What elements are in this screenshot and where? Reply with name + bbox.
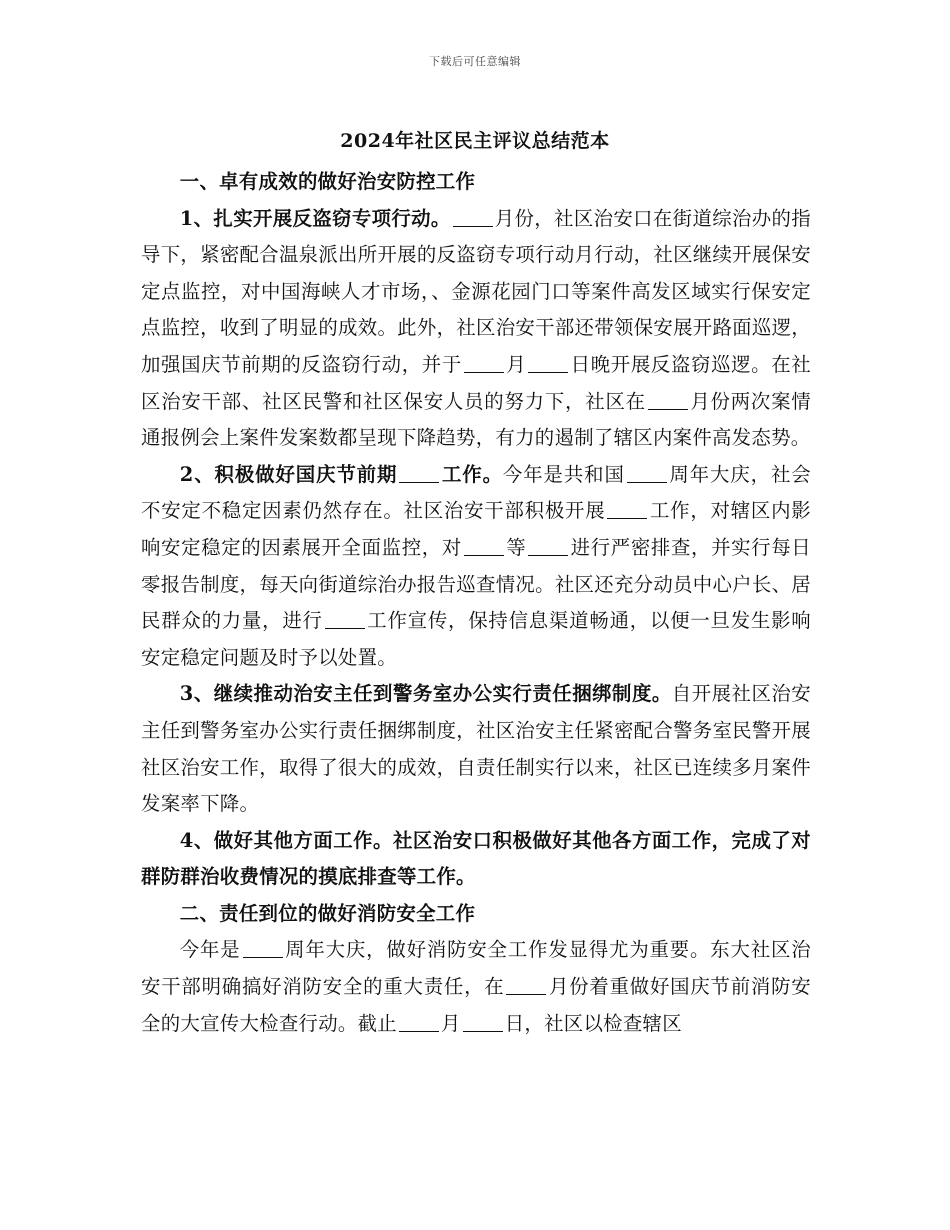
paragraph-2-text-f: 工作宣传，保持信息渠道畅通，以便一旦发生影响安定稳定问题及时予以处置。 xyxy=(141,609,811,669)
document-body xyxy=(141,164,811,1042)
blank-field xyxy=(528,353,568,373)
blank-field xyxy=(399,1011,439,1031)
paragraph-2-text-e: 进行严密排查，并实行每日零报告制度，每天向街道综治办报告巡查情况。社区还充分动员中心户长、居民群众的力量，进行 xyxy=(141,535,811,633)
blank-field xyxy=(243,938,283,958)
paragraph-5-text-c: 月份着重做好国庆节前消防安全的大宣传大检查行动。截止 xyxy=(141,975,811,1035)
blank-field xyxy=(464,536,504,556)
paragraph-4: 4、做好其他方面工作。社区治安口积极做好其他各方面工作，完成了对群防群治收费情况的摸底排查等工作。 xyxy=(141,828,811,889)
header-note: 下载后可任意编辑 xyxy=(429,55,521,68)
paragraph-3-text-a: 自开展社区治安主任到警务室办公实行责任捆绑制度，社区治安主任紧密配合警务室民警开展社区治安工作，取得了很大的成效，自责任制实行以来，社区已连续多月案件发案率下降。 xyxy=(141,682,811,816)
section-heading-1: 一、卓有成效的做好治安防控工作 xyxy=(179,170,476,193)
paragraph-2-text-c: 工作，对辖区内影响安定稳定的因素展开全面监控，对 xyxy=(141,499,811,559)
paragraph-2-text-a: 今年是共和国 xyxy=(502,462,625,486)
paragraph-1-text-d: 月份两次案情通报例会上案件发案数都呈现下降趋势，有力的遏制了辖区内案件高发态势。 xyxy=(141,389,811,450)
blank-field xyxy=(648,389,688,409)
paragraph-1 xyxy=(141,201,811,457)
paragraph-5-text-d: 月 xyxy=(440,1011,461,1035)
paragraph-1-lead: 1、扎实开展反盗窃专项行动。 xyxy=(179,206,451,230)
blank-field xyxy=(325,609,365,629)
paragraph-2-text-d: 等 xyxy=(505,535,527,559)
blank-field xyxy=(627,462,667,482)
paragraph-2-lead: 2、积极做好国庆节前期 xyxy=(179,462,398,486)
paragraph-3 xyxy=(141,676,811,822)
paragraph-2-text-b: 周年大庆，社会不安定不稳定因素仍然存在。社区治安干部积极开展 xyxy=(141,462,811,523)
paragraph-2 xyxy=(141,457,811,677)
paragraph-3-lead: 3、继续推动治安主任到警务室办公实行责任捆绑制度。 xyxy=(179,682,672,706)
paragraph-1-text-b: 月 xyxy=(505,352,527,376)
document-title: 2024年社区民主评议总结范本 xyxy=(340,130,610,152)
paragraph-5-text-e: 日，社区以检查辖区 xyxy=(504,1011,682,1035)
blank-field xyxy=(453,206,493,226)
blank-field xyxy=(607,499,647,519)
section-heading-2: 二、责任到位的做好消防安全工作 xyxy=(179,901,476,925)
paragraph-1-text-a: 月份，社区治安口在街道综治办的指导下，紧密配合温泉派出所开展的反盗窃专项行动月行动，社区继续开展保安定点监控，对中国海峡人才市场，、金源花园门口等案件高发区域实行保安定点监控，收到了明显的成效。此外，社区治安干部还带领保安展开路面巡逻，加强国庆节前期的反盗窃行动，并于 xyxy=(141,206,811,376)
paragraph-1-text-c: 日晚开展反盗窃巡逻。在社区治安干部、社区民警和社区保安人员的努力下，社区在 xyxy=(141,352,811,413)
blank-field xyxy=(464,353,504,373)
blank-field xyxy=(463,1011,503,1031)
blank-field xyxy=(528,536,568,556)
paragraph-5-text-b: 周年大庆，做好消防安全工作发显得尤为重要。东大社区治安干部明确搞好消防安全的重大责任，在 xyxy=(141,938,811,999)
blank-field xyxy=(506,975,546,995)
paragraph-2-lead-end: 工作。 xyxy=(441,462,503,486)
paragraph-5 xyxy=(141,932,811,1042)
blank-field xyxy=(399,462,439,482)
paragraph-5-text-a: 今年是 xyxy=(179,938,241,962)
